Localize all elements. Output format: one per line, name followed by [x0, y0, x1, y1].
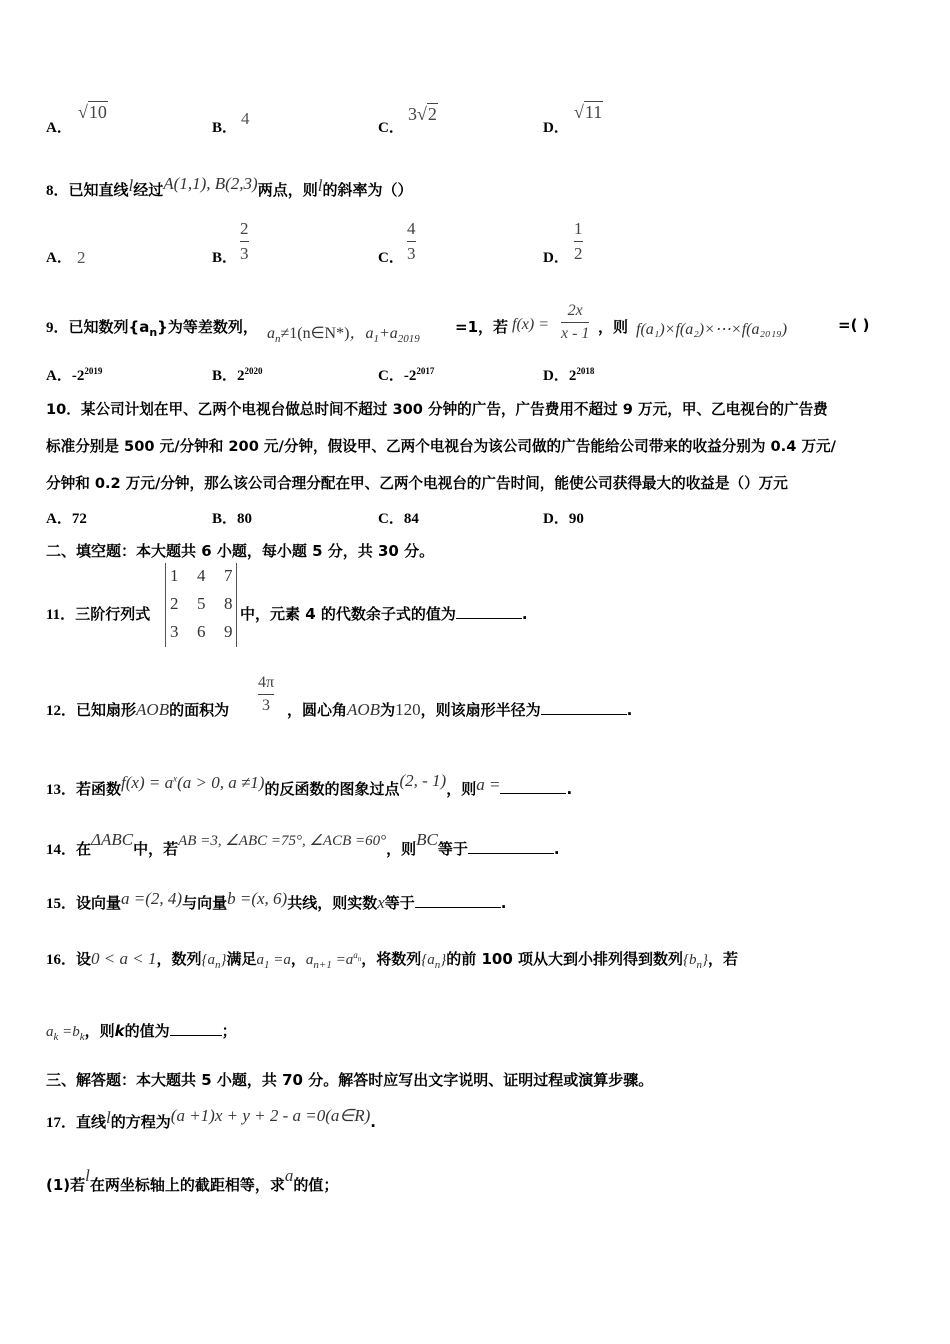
math — [201, 952, 227, 971]
math: l — [106, 1108, 111, 1127]
q9-product: f(a₁)×f(a₂)×⋯×f(a₂₀₁₉) — [636, 321, 788, 338]
numerator: 1 — [574, 219, 583, 238]
subscript: k — [79, 1031, 85, 1043]
text: 为 — [380, 701, 396, 719]
text: ，圆心角 — [287, 701, 348, 719]
math: 0 < a < 1 — [91, 949, 157, 968]
q10-line-1: 10．某公司计划在甲、乙两个电视台做总时间不超过 300 分钟的广告，广告费用不超过 9 万元，甲、乙电视台的广告费 — [46, 401, 828, 418]
subscript: 2019 — [397, 333, 420, 346]
text: 的反函数的图象过点 — [264, 780, 400, 798]
math: k — [114, 1022, 125, 1040]
text: 经过 — [133, 181, 164, 199]
math: a = — [476, 775, 501, 794]
text: 的值为 — [124, 1022, 170, 1040]
text: }为等差数列， — [157, 318, 258, 336]
matrix-cell: 3 — [170, 622, 179, 641]
option-label: D． — [543, 368, 569, 384]
exponent: 2018 — [576, 366, 595, 376]
question-12 — [46, 699, 229, 720]
numerator: 4 — [407, 219, 416, 238]
math: } — [220, 952, 227, 968]
text: 若函数 — [76, 780, 122, 798]
text: 共线，则实数 — [287, 894, 378, 912]
subscript: n — [275, 333, 281, 346]
answer-blank[interactable] — [468, 839, 554, 854]
answer-blank[interactable] — [456, 604, 522, 619]
math: {a — [421, 952, 435, 968]
q8-option-c-fraction — [407, 219, 416, 264]
math: b =(x, 6) — [227, 889, 288, 908]
math: =a — [269, 952, 291, 968]
math — [256, 952, 291, 971]
q9-option-c — [378, 364, 434, 385]
math: AB =3, ∠ABC =75°, ∠ACB =60° — [178, 833, 387, 849]
text: 满足 — [226, 950, 257, 968]
question-number: 8． — [46, 183, 69, 199]
q7-option-d — [543, 116, 569, 137]
question-number: 11． — [46, 607, 76, 623]
text: 的斜率为（） — [322, 181, 413, 199]
q10-line-2: 标准分别是 500 元/分钟和 200 元/分钟，假设甲、乙两个电视台为该公司做的广告能给公司带来的收益分别为 0.4 万元/ — [46, 438, 836, 455]
option-label: D． — [543, 250, 569, 266]
q7-option-d-value: √11 — [574, 102, 603, 122]
text: 的值； — [293, 1176, 339, 1194]
question-9 — [46, 316, 258, 339]
math — [421, 952, 447, 971]
matrix-cell: 8 — [224, 594, 233, 613]
text: 等于 — [437, 840, 468, 858]
text: ，则 — [84, 1022, 115, 1040]
option-value: 2 — [237, 368, 245, 384]
q7-option-a — [46, 116, 72, 137]
question-number: 14． — [46, 842, 77, 858]
text: ，数列 — [156, 950, 202, 968]
text: 三阶行列式 — [75, 605, 151, 623]
text: ，将数列 — [361, 950, 422, 968]
numerator: 2x — [567, 302, 583, 319]
math: l — [317, 176, 323, 195]
radicand: 11 — [584, 102, 603, 122]
q9-text: =1，若 — [455, 318, 509, 336]
q9-function: f(x) = — [512, 316, 549, 333]
matrix-cell: 9 — [224, 622, 233, 641]
option-label: A． — [46, 368, 72, 384]
question-15 — [46, 889, 506, 913]
math: f(x) = a — [121, 773, 174, 792]
question-number: 9． — [46, 320, 69, 336]
option-label: B． — [212, 250, 238, 266]
q8-option-d — [543, 246, 569, 267]
q9-text: ，则 — [598, 318, 629, 336]
math — [683, 952, 708, 971]
text: 两点，则 — [257, 181, 318, 199]
q7-option-a-value: √10 — [78, 102, 107, 122]
math: ，a — [349, 325, 374, 342]
math: } — [440, 952, 447, 968]
question-14 — [46, 830, 560, 859]
q7-option-b — [212, 116, 237, 137]
q10-line-3: 分钟和 0.2 万元/分钟，那么该公司合理分配在甲、乙两个电视台的广告时间，能使公司获得最大的收益是（）万元 — [46, 475, 788, 492]
question-number: 13． — [46, 782, 77, 798]
text: 的前 100 项从大到小排列得到数列 — [446, 950, 683, 968]
math: } — [702, 952, 708, 968]
q9-end: =( ) — [838, 316, 870, 334]
math: BC — [416, 830, 438, 849]
text: ，则该扇形半径为 — [420, 701, 541, 719]
text: . — [370, 1113, 376, 1131]
option-label: A． — [46, 120, 72, 136]
exponent: 2020 — [244, 366, 263, 376]
subscript: 1 — [264, 959, 270, 971]
option-value: -2 — [71, 368, 85, 384]
denominator: 3 — [240, 244, 249, 263]
text: 在两坐标轴上的截距相等，求 — [89, 1176, 285, 1194]
math — [46, 1024, 85, 1043]
math: (a +1)x + y + 2 - a =0(a∈R) — [170, 1106, 371, 1125]
q8-option-a — [46, 246, 72, 267]
text: . — [521, 605, 528, 623]
text: 已知直线 — [68, 181, 129, 199]
matrix-cell: 7 — [224, 566, 233, 585]
text: 中，元素 4 的代数余子式的值为 — [240, 605, 456, 623]
text: . — [626, 701, 633, 719]
text: ，若 — [708, 950, 739, 968]
option-label: C． — [378, 250, 404, 266]
numerator: 4π — [258, 674, 275, 691]
math: AOB — [347, 700, 381, 719]
radicand: 10 — [88, 102, 107, 122]
text: ，则 — [446, 780, 477, 798]
matrix-cell: 5 — [197, 594, 206, 613]
section-heading-solve: 三、解答题：本大题共 5 小题，共 70 分。解答时应写出文字说明、证明过程或演算步骤。 — [46, 1071, 654, 1089]
option-label: B． — [212, 120, 238, 136]
math: {b — [683, 952, 697, 968]
question-number: 17． — [46, 1115, 77, 1131]
math — [305, 950, 362, 971]
subscript: 1 — [373, 333, 379, 346]
text: 直线 — [76, 1113, 107, 1131]
option-label: B． — [212, 368, 238, 384]
text: ； — [221, 1022, 237, 1040]
q8-option-d-fraction — [574, 219, 583, 264]
subscript: n+1 — [313, 959, 332, 971]
question-8 — [46, 174, 412, 200]
question-13 — [46, 771, 572, 799]
matrix-cell: 6 — [197, 622, 206, 641]
q11-determinant — [165, 563, 237, 647]
subscript: n — [696, 959, 702, 971]
q10-option-b: B．80 — [212, 511, 253, 527]
q12-text — [287, 699, 632, 720]
question-16 — [46, 948, 738, 971]
q7-option-c — [378, 116, 404, 137]
q9-option-d — [543, 364, 594, 385]
math: =a — [331, 952, 354, 968]
answer-blank[interactable] — [541, 700, 627, 715]
math: ΔABC — [91, 830, 134, 849]
exponent: 2017 — [416, 366, 435, 376]
denominator: 3 — [407, 244, 416, 263]
math: a — [256, 952, 265, 968]
math: {a — [201, 952, 215, 968]
q10-option-a: A．72 — [46, 511, 87, 527]
subscript: n — [434, 959, 441, 971]
subscript: n — [215, 959, 221, 971]
math: 120 — [395, 700, 421, 719]
exponent: 2019 — [84, 366, 103, 376]
text: ，则 — [386, 840, 417, 858]
math: l — [128, 176, 134, 195]
q10-option-d: D．90 — [543, 511, 584, 527]
option-value: -2 — [403, 368, 417, 384]
math: a — [46, 1024, 54, 1040]
text: 中，若 — [133, 840, 179, 858]
option-label: C． — [378, 120, 404, 136]
subscript: n — [357, 954, 362, 963]
question-11 — [46, 603, 150, 624]
q10-option-c: C．84 — [378, 511, 419, 527]
option-value: 2 — [568, 368, 577, 384]
text: 的面积为 — [169, 701, 230, 719]
text: 的方程为 — [110, 1113, 171, 1131]
text: . — [500, 894, 507, 912]
q7-option-b-value: 4 — [241, 109, 250, 128]
answer-blank[interactable] — [415, 893, 501, 908]
text: 设向量 — [76, 894, 122, 912]
text: 与向量 — [182, 894, 228, 912]
q8-option-a-value: 2 — [77, 248, 86, 267]
math: A(1,1), B(2,3) — [163, 174, 258, 193]
text: . — [553, 840, 560, 858]
text: . — [566, 780, 573, 798]
answer-blank[interactable] — [500, 779, 566, 794]
math: a — [267, 325, 275, 342]
q12-fraction — [258, 674, 274, 715]
radicand: 2 — [427, 104, 437, 124]
question-number: 16． — [46, 952, 77, 968]
math: x — [377, 893, 385, 912]
q7-option-c-value: 3√2 — [408, 104, 437, 124]
section-heading-fill-blank: 二、填空题：本大题共 6 小题，每小题 5 分，共 30 分。 — [46, 542, 435, 560]
q8-option-b-fraction — [240, 219, 249, 264]
matrix-cell: 2 — [170, 594, 179, 613]
math: =b — [58, 1024, 80, 1040]
text: 已知扇形 — [76, 701, 137, 719]
q11-text — [240, 603, 528, 624]
question-number: 15． — [46, 896, 77, 912]
question-number: 12． — [46, 703, 77, 719]
answer-blank[interactable] — [170, 1021, 222, 1036]
matrix-cell: 1 — [170, 566, 179, 585]
text: 在 — [76, 840, 92, 858]
exponent: x — [173, 773, 178, 784]
question-17-part-1 — [46, 1166, 338, 1195]
q9-condition — [267, 320, 420, 345]
math: AOB — [136, 700, 170, 719]
denominator: x - 1 — [561, 325, 590, 342]
math: l — [85, 1166, 90, 1185]
part-label: (1)若 — [46, 1176, 86, 1194]
denominator: 3 — [262, 697, 271, 714]
math: a =(2, 4) — [121, 889, 183, 908]
text: 设 — [76, 950, 92, 968]
denominator: 2 — [574, 244, 583, 263]
q8-option-b — [212, 246, 237, 267]
math: a — [284, 1166, 294, 1185]
option-label: A． — [46, 250, 72, 266]
math: +a — [378, 325, 398, 342]
text: ， — [290, 950, 306, 968]
option-label: C． — [378, 368, 404, 384]
q9-option-a — [46, 364, 102, 385]
matrix-cell: 4 — [197, 566, 206, 585]
coefficient: 3 — [408, 104, 417, 124]
option-label: D． — [543, 120, 569, 136]
q9-fraction — [561, 302, 589, 343]
question-17 — [46, 1106, 376, 1132]
math — [121, 773, 264, 792]
text: 已知数列{a — [68, 318, 150, 336]
numerator: 2 — [240, 219, 249, 238]
math: ≠1(n∈N*) — [280, 325, 350, 342]
math: a — [353, 950, 358, 960]
text: 等于 — [384, 894, 415, 912]
math: a — [305, 952, 314, 968]
subscript: k — [53, 1031, 59, 1043]
q16-line-2 — [46, 1020, 237, 1043]
math: (a > 0, a ≠1) — [177, 773, 265, 792]
subscript: n — [149, 326, 158, 339]
q9-option-b — [212, 364, 263, 385]
q8-option-c — [378, 246, 404, 267]
math: (2, - 1) — [399, 771, 447, 790]
